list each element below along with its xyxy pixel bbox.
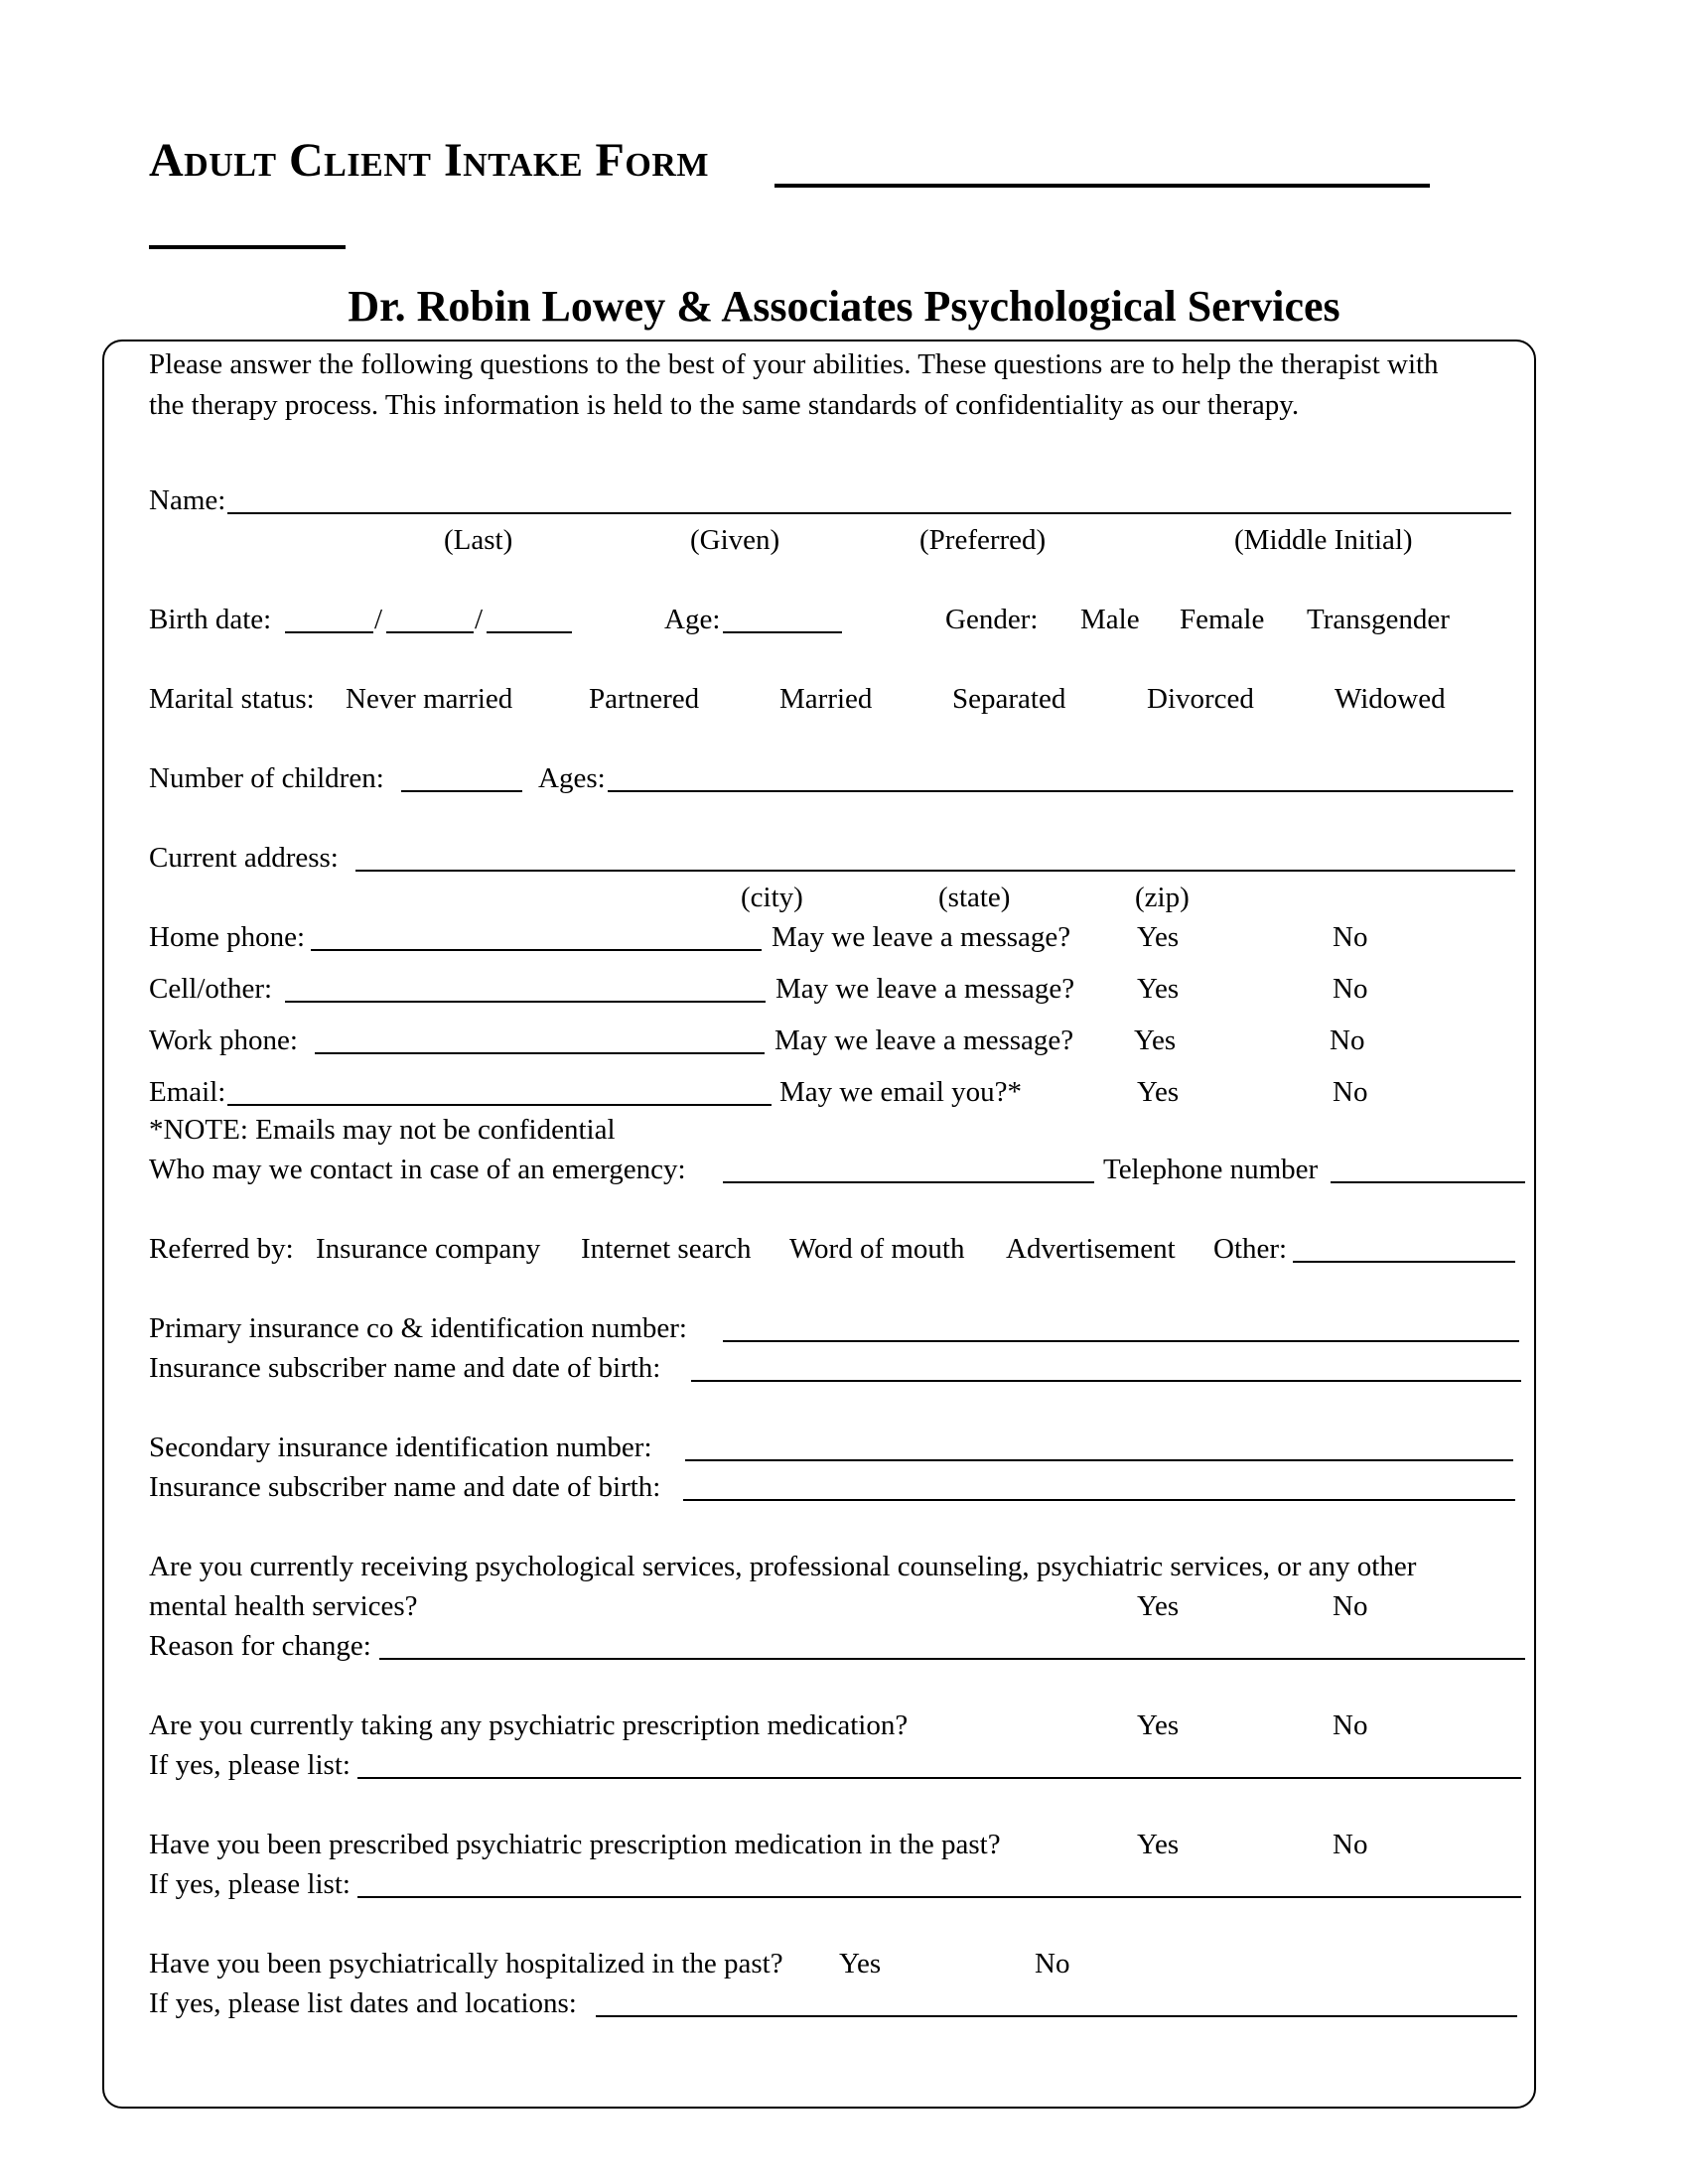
gender-transgender-option[interactable]: Transgender [1307,604,1450,635]
current-medication-yes-option[interactable]: Yes [1137,1709,1180,1741]
current-services-no-option[interactable]: No [1333,1590,1368,1622]
referral-internet-option[interactable]: Internet search [581,1233,752,1265]
primary-insurance-label: Primary insurance co & identification number: [149,1312,687,1344]
referral-other-field[interactable] [1293,1261,1515,1263]
current-services-question-cont: mental health services? [149,1590,418,1622]
birth-month-field[interactable] [285,631,373,633]
hospitalization-list-field[interactable] [596,2015,1517,2017]
current-medication-list-label: If yes, please list: [149,1749,351,1781]
hospitalization-question: Have you been psychiatrically hospitalized in the past? [149,1948,783,1979]
birth-slash-2: / [475,604,484,635]
marital-never-married-option[interactable]: Never married [346,683,513,715]
marital-separated-option[interactable]: Separated [952,683,1066,715]
past-medication-no-option[interactable]: No [1333,1829,1368,1860]
age-field[interactable] [723,631,842,633]
hospitalization-list-label: If yes, please list dates and locations: [149,1987,577,2019]
title-underline [774,184,1430,188]
name-preferred-caption: (Preferred) [919,524,1047,556]
name-field[interactable] [227,512,1511,514]
home-message-no-option[interactable]: No [1333,921,1368,953]
referral-other-label: Other: [1213,1233,1288,1265]
gender-male-option[interactable]: Male [1080,604,1140,635]
referral-insurance-option[interactable]: Insurance company [316,1233,541,1265]
emergency-contact-field[interactable] [723,1181,1094,1183]
cell-message-yes-option[interactable]: Yes [1137,973,1180,1005]
work-message-question: May we leave a message? [774,1024,1074,1056]
hospitalization-no-option[interactable]: No [1035,1948,1070,1979]
secondary-insurance-field[interactable] [685,1459,1513,1461]
practice-name: Dr. Robin Lowey & Associates Psychological Services [348,282,1340,331]
current-medication-question: Are you currently taking any psychiatric prescription medication? [149,1709,909,1741]
children-ages-field[interactable] [608,790,1513,792]
emergency-telephone-label: Telephone number [1103,1154,1319,1185]
intro-line-1: Please answer the following questions to the best of your abilities. These questions are to help the therapist with [149,348,1439,380]
referred-by-label: Referred by: [149,1233,294,1265]
email-permission-question: May we email you?* [779,1076,1023,1108]
email-field[interactable] [227,1104,772,1106]
home-message-yes-option[interactable]: Yes [1137,921,1180,953]
referral-word-of-mouth-option[interactable]: Word of mouth [789,1233,965,1265]
gender-female-option[interactable]: Female [1180,604,1265,635]
birth-slash-1: / [374,604,383,635]
address-city-caption: (city) [741,882,803,913]
home-phone-field[interactable] [311,949,762,951]
form-title: Adult Client Intake Form [149,134,709,187]
marital-divorced-option[interactable]: Divorced [1147,683,1254,715]
past-medication-yes-option[interactable]: Yes [1137,1829,1180,1860]
hospitalization-yes-option[interactable]: Yes [839,1948,882,1979]
name-middle-initial-caption: (Middle Initial) [1234,524,1413,556]
work-message-yes-option[interactable]: Yes [1134,1024,1177,1056]
current-services-question: Are you currently receiving psychological services, professional counseling, psychiatric services, or any other [149,1551,1417,1582]
title-underline-continued [149,245,346,249]
reason-for-change-label: Reason for change: [149,1630,371,1662]
secondary-subscriber-field[interactable] [683,1499,1515,1501]
work-message-no-option[interactable]: No [1330,1024,1365,1056]
primary-subscriber-label: Insurance subscriber name and date of birth: [149,1352,661,1384]
past-medication-list-field[interactable] [357,1896,1521,1898]
work-phone-label: Work phone: [149,1024,298,1056]
current-medication-no-option[interactable]: No [1333,1709,1368,1741]
past-medication-list-label: If yes, please list: [149,1868,351,1900]
email-note: *NOTE: Emails may not be confidential [149,1114,616,1146]
children-count-label: Number of children: [149,762,384,794]
current-medication-list-field[interactable] [357,1777,1521,1779]
email-label: Email: [149,1076,226,1108]
marital-widowed-option[interactable]: Widowed [1335,683,1446,715]
gender-label: Gender: [945,604,1039,635]
past-medication-question: Have you been prescribed psychiatric prescription medication in the past? [149,1829,1001,1860]
email-no-option[interactable]: No [1333,1076,1368,1108]
marital-status-label: Marital status: [149,683,315,715]
cell-phone-label: Cell/other: [149,973,273,1005]
reason-for-change-field[interactable] [379,1658,1525,1660]
children-count-field[interactable] [401,790,522,792]
cell-message-question: May we leave a message? [775,973,1075,1005]
address-state-caption: (state) [938,882,1011,913]
cell-phone-field[interactable] [285,1001,766,1003]
name-given-caption: (Given) [690,524,780,556]
age-label: Age: [664,604,721,635]
marital-partnered-option[interactable]: Partnered [589,683,700,715]
primary-insurance-field[interactable] [723,1340,1519,1342]
name-label: Name: [149,484,226,516]
home-phone-label: Home phone: [149,921,306,953]
birth-day-field[interactable] [386,631,474,633]
birth-date-label: Birth date: [149,604,272,635]
work-phone-field[interactable] [315,1052,765,1054]
emergency-telephone-field[interactable] [1331,1181,1525,1183]
secondary-insurance-label: Secondary insurance identification number: [149,1432,652,1463]
secondary-subscriber-label: Insurance subscriber name and date of birth: [149,1471,661,1503]
email-yes-option[interactable]: Yes [1137,1076,1180,1108]
primary-subscriber-field[interactable] [691,1380,1521,1382]
intro-line-2: the therapy process. This information is held to the same standards of confidentiality as our therapy. [149,389,1300,421]
address-zip-caption: (zip) [1135,882,1190,913]
marital-married-option[interactable]: Married [779,683,873,715]
emergency-contact-label: Who may we contact in case of an emergency: [149,1154,686,1185]
children-ages-label: Ages: [538,762,606,794]
home-message-question: May we leave a message? [772,921,1071,953]
address-field[interactable] [355,870,1515,872]
cell-message-no-option[interactable]: No [1333,973,1368,1005]
name-last-caption: (Last) [444,524,513,556]
birth-year-field[interactable] [487,631,572,633]
address-label: Current address: [149,842,339,874]
current-services-yes-option[interactable]: Yes [1137,1590,1180,1622]
referral-advertisement-option[interactable]: Advertisement [1006,1233,1176,1265]
